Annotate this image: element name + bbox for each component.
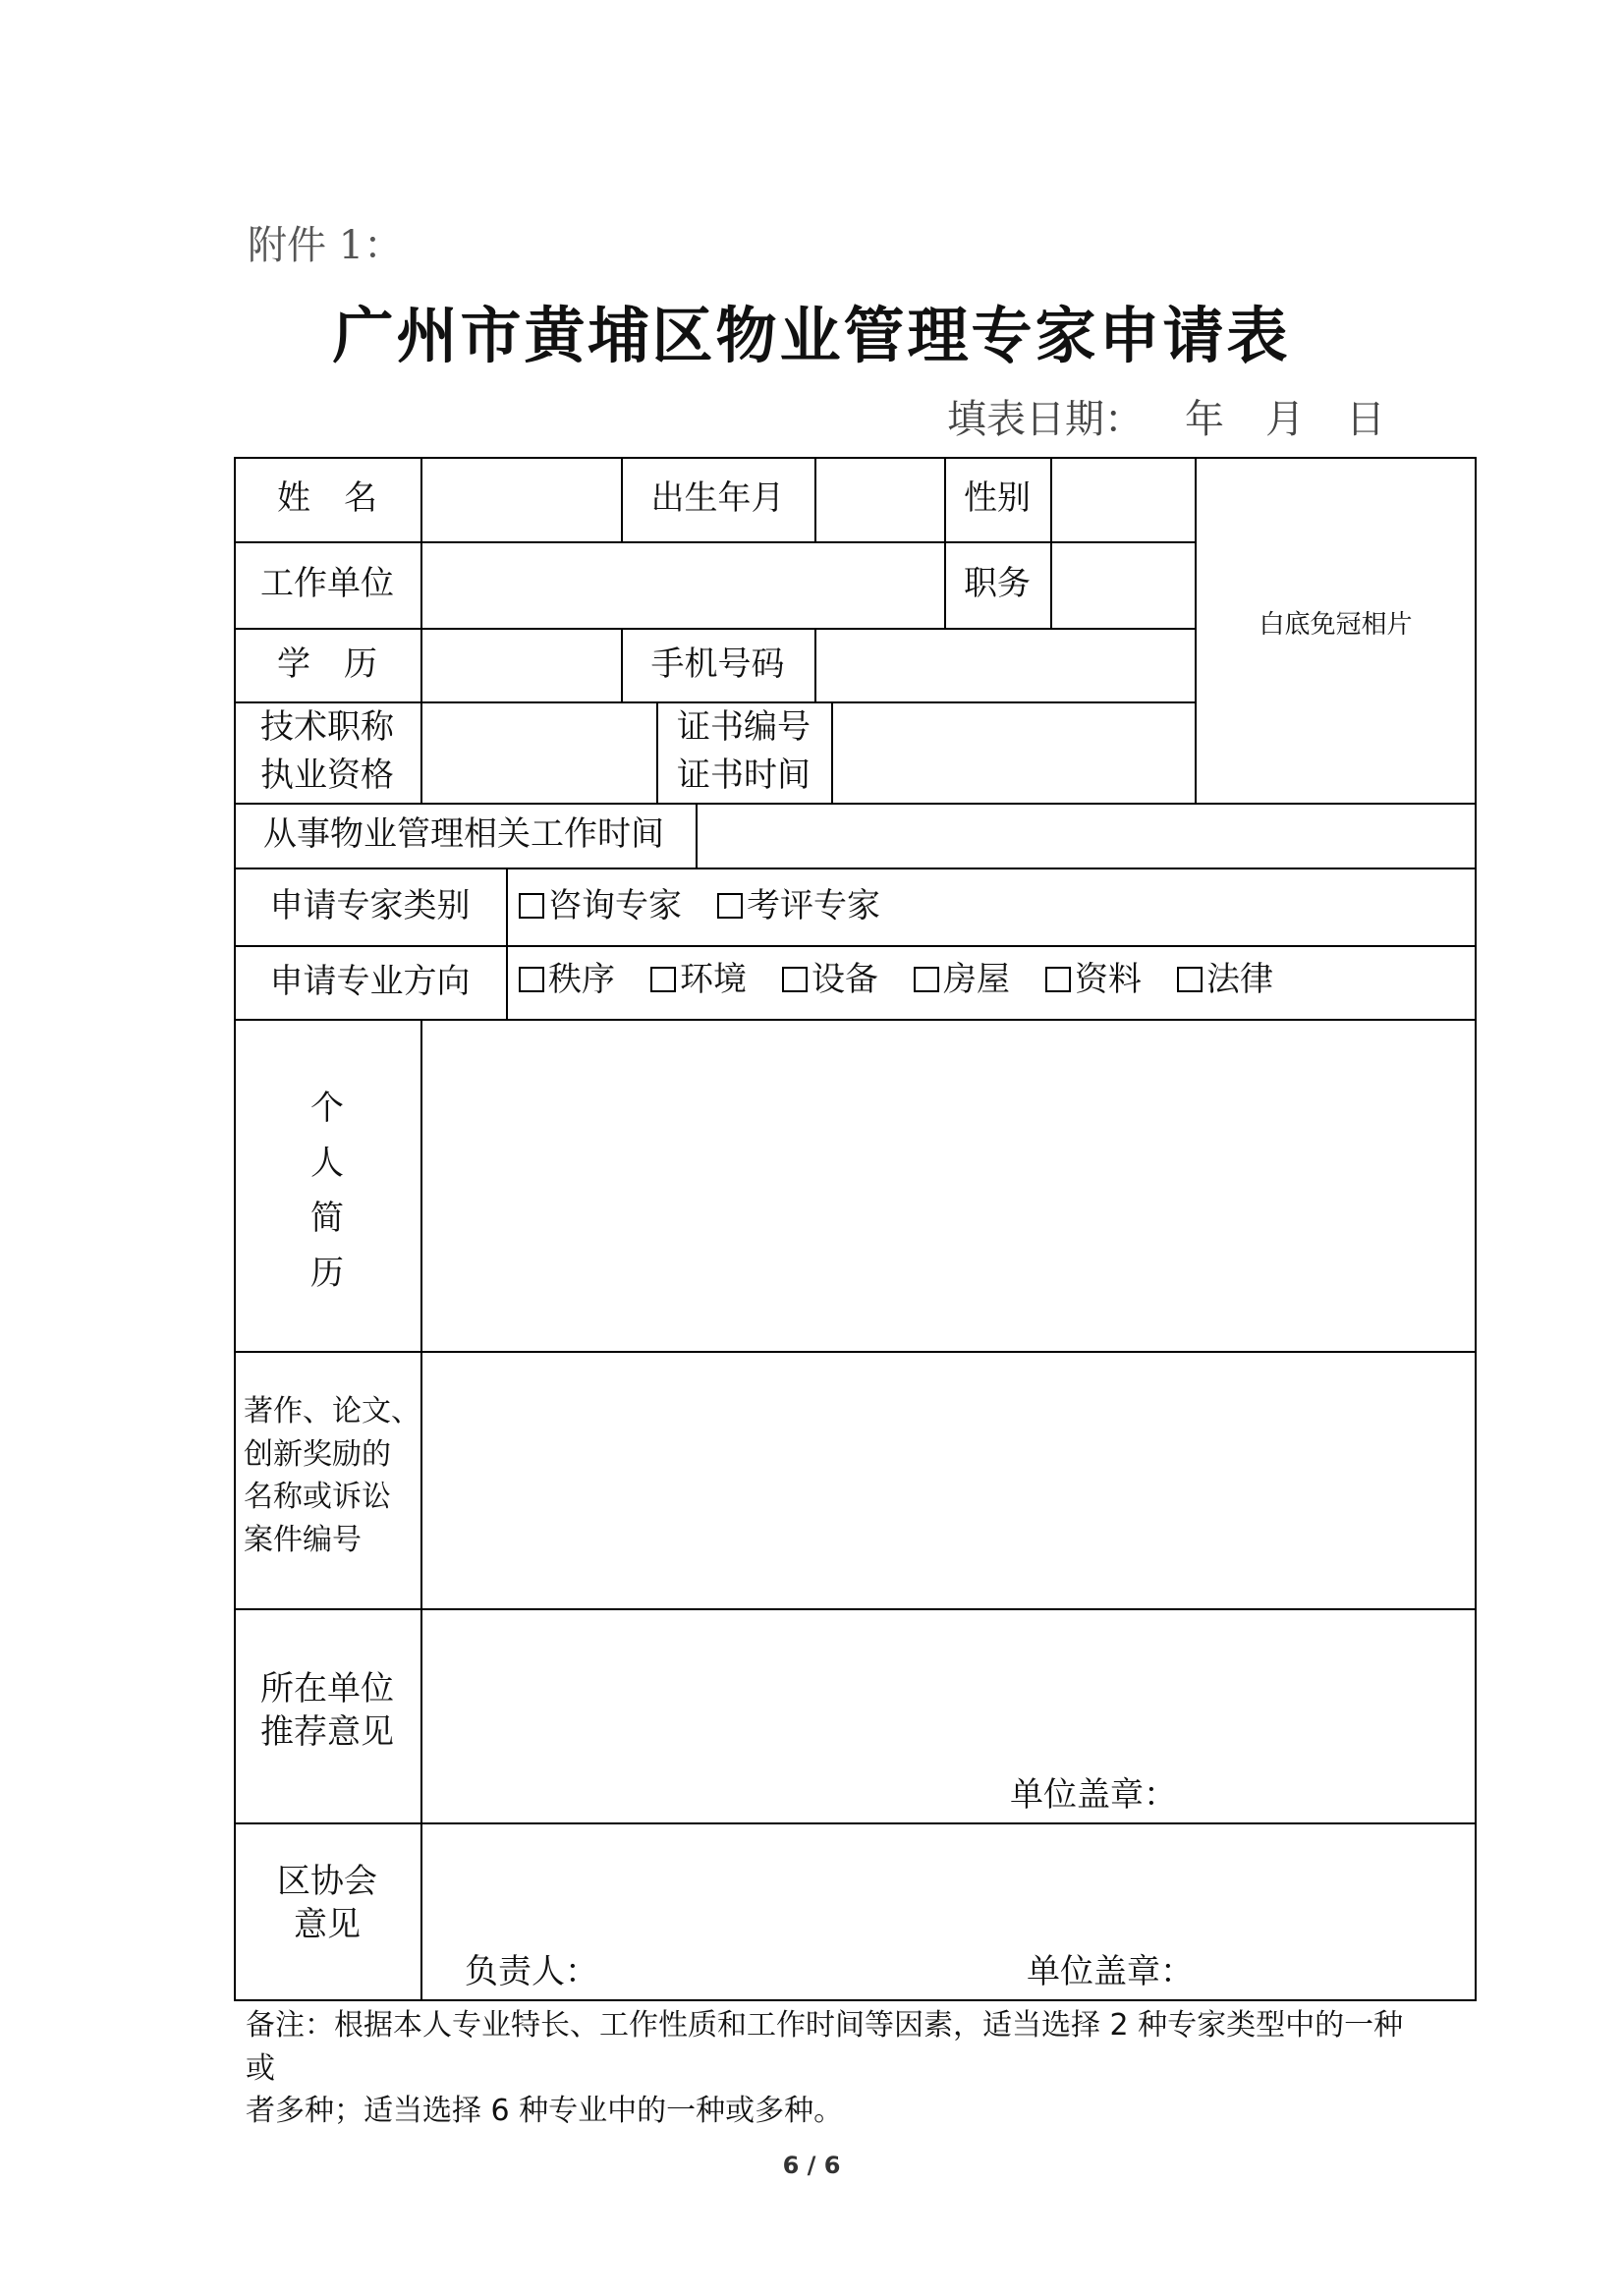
row-line-3	[234, 701, 1197, 703]
direction-option-label: 资料	[1075, 960, 1142, 999]
direction-option-label: 秩序	[548, 960, 615, 999]
direction-option-equipment[interactable]	[782, 958, 878, 1001]
works-label	[244, 1390, 420, 1561]
row-line-5	[234, 868, 1477, 869]
application-form	[234, 457, 1477, 2001]
works-label-line: 著作、论文、	[244, 1394, 420, 1428]
fill-date-year: 年	[1185, 397, 1224, 442]
direction-option-environment[interactable]	[650, 958, 747, 1001]
form-border-right	[1475, 457, 1477, 2001]
direction-option-law[interactable]	[1177, 958, 1273, 1001]
checkbox-icon	[782, 967, 808, 992]
direction-option-label: 法律	[1206, 960, 1273, 999]
photo-placeholder: 白底免冠相片	[1259, 610, 1413, 640]
checkbox-icon	[519, 893, 544, 919]
works-label-line: 创新奖励的	[244, 1436, 391, 1472]
direction-option-documents[interactable]	[1045, 958, 1142, 1001]
col-line-birth-value	[814, 457, 816, 541]
annex-label: 附件 1：	[248, 223, 404, 268]
resume-label-char: 简	[310, 1199, 344, 1238]
checkbox-icon	[1045, 967, 1071, 992]
category-option-label: 咨询专家	[548, 886, 682, 925]
cert-date-label: 证书时间	[677, 756, 811, 795]
unit-opinion-label-line: 推荐意见	[260, 1712, 394, 1752]
col-line-worktime	[696, 803, 698, 868]
checkbox-icon	[717, 893, 743, 919]
row-line-2	[234, 628, 1197, 630]
col-line-cert-value	[831, 701, 833, 803]
employer-label: 工作单位	[260, 564, 394, 603]
resume-label-char: 人	[310, 1144, 344, 1183]
direction-option-label: 环境	[680, 960, 747, 999]
col-line-gender-value	[1050, 457, 1052, 628]
checkbox-icon	[650, 967, 676, 992]
checkbox-icon	[519, 967, 544, 992]
direction-option-label: 房屋	[943, 960, 1010, 999]
direction-label: 申请专业方向	[269, 962, 471, 1001]
fill-date-label: 填表日期：	[947, 397, 1144, 442]
resume-label-char: 历	[310, 1254, 344, 1293]
fill-date-day: 日	[1346, 397, 1385, 442]
category-option-consult[interactable]	[519, 884, 682, 927]
assoc-opinion-label-line: 区协会	[277, 1862, 377, 1901]
row-line-1	[234, 541, 1197, 543]
direction-option-label: 设备	[812, 960, 878, 999]
name-label: 姓 名	[277, 478, 377, 518]
unit-opinion-label	[234, 1667, 420, 1754]
col-line-category	[506, 868, 508, 1019]
birth-label: 出生年月	[650, 478, 785, 518]
resume-label-char: 个	[310, 1089, 344, 1128]
assoc-opinion-label-line: 意见	[294, 1905, 361, 1944]
direction-option-order[interactable]	[519, 958, 615, 1001]
education-label: 学 历	[277, 644, 377, 684]
page-title: 广州市黄埔区物业管理专家申请表	[332, 300, 1291, 371]
col-line-label-lower	[420, 1019, 422, 2001]
assoc-opinion-label	[234, 1860, 420, 1946]
checkbox-icon	[1177, 967, 1203, 992]
tech-title-label: 技术职称	[260, 707, 394, 747]
resume-label	[234, 1081, 420, 1301]
category-option-assess[interactable]	[717, 884, 880, 927]
fill-date-row	[947, 388, 1385, 444]
form-note-line: 者多种；适当选择 6 种专业中的一种或多种。	[246, 2094, 844, 2128]
direction-option-building[interactable]	[914, 958, 1010, 1001]
form-note-line: 备注：根据本人专业特长、工作性质和工作时间等因素，适当选择 2 种专家类型中的一种或	[246, 2008, 1404, 2086]
mobile-label: 手机号码	[650, 644, 785, 684]
direction-options	[519, 958, 1309, 1001]
fill-date-month: 月	[1265, 397, 1305, 442]
qualification-label: 执业资格	[260, 756, 394, 795]
col-line-mobile-value	[814, 628, 816, 701]
position-label: 职务	[964, 564, 1031, 603]
unit-seal-label: 单位盖章：	[1010, 1775, 1177, 1815]
category-option-label: 考评专家	[747, 886, 880, 925]
works-label-line: 名称或诉讼	[244, 1480, 391, 1514]
row-line-4	[234, 803, 1477, 805]
works-label-line: 案件编号	[244, 1522, 362, 1557]
cert-number-label: 证书编号	[677, 707, 811, 747]
assoc-person-label: 负责人：	[465, 1952, 598, 1991]
assoc-seal-label: 单位盖章：	[1027, 1952, 1194, 1991]
gender-label: 性别	[964, 478, 1031, 518]
work-time-label: 从事物业管理相关工作时间	[263, 814, 664, 854]
category-label: 申请专家类别	[269, 886, 471, 925]
row-line-6	[234, 945, 1477, 947]
col-line-label	[420, 457, 422, 803]
form-note	[246, 2004, 1405, 2133]
unit-opinion-label-line: 所在单位	[260, 1669, 394, 1708]
category-options	[519, 884, 916, 927]
checkbox-icon	[914, 967, 939, 992]
page-number: 6 / 6	[782, 2152, 841, 2179]
